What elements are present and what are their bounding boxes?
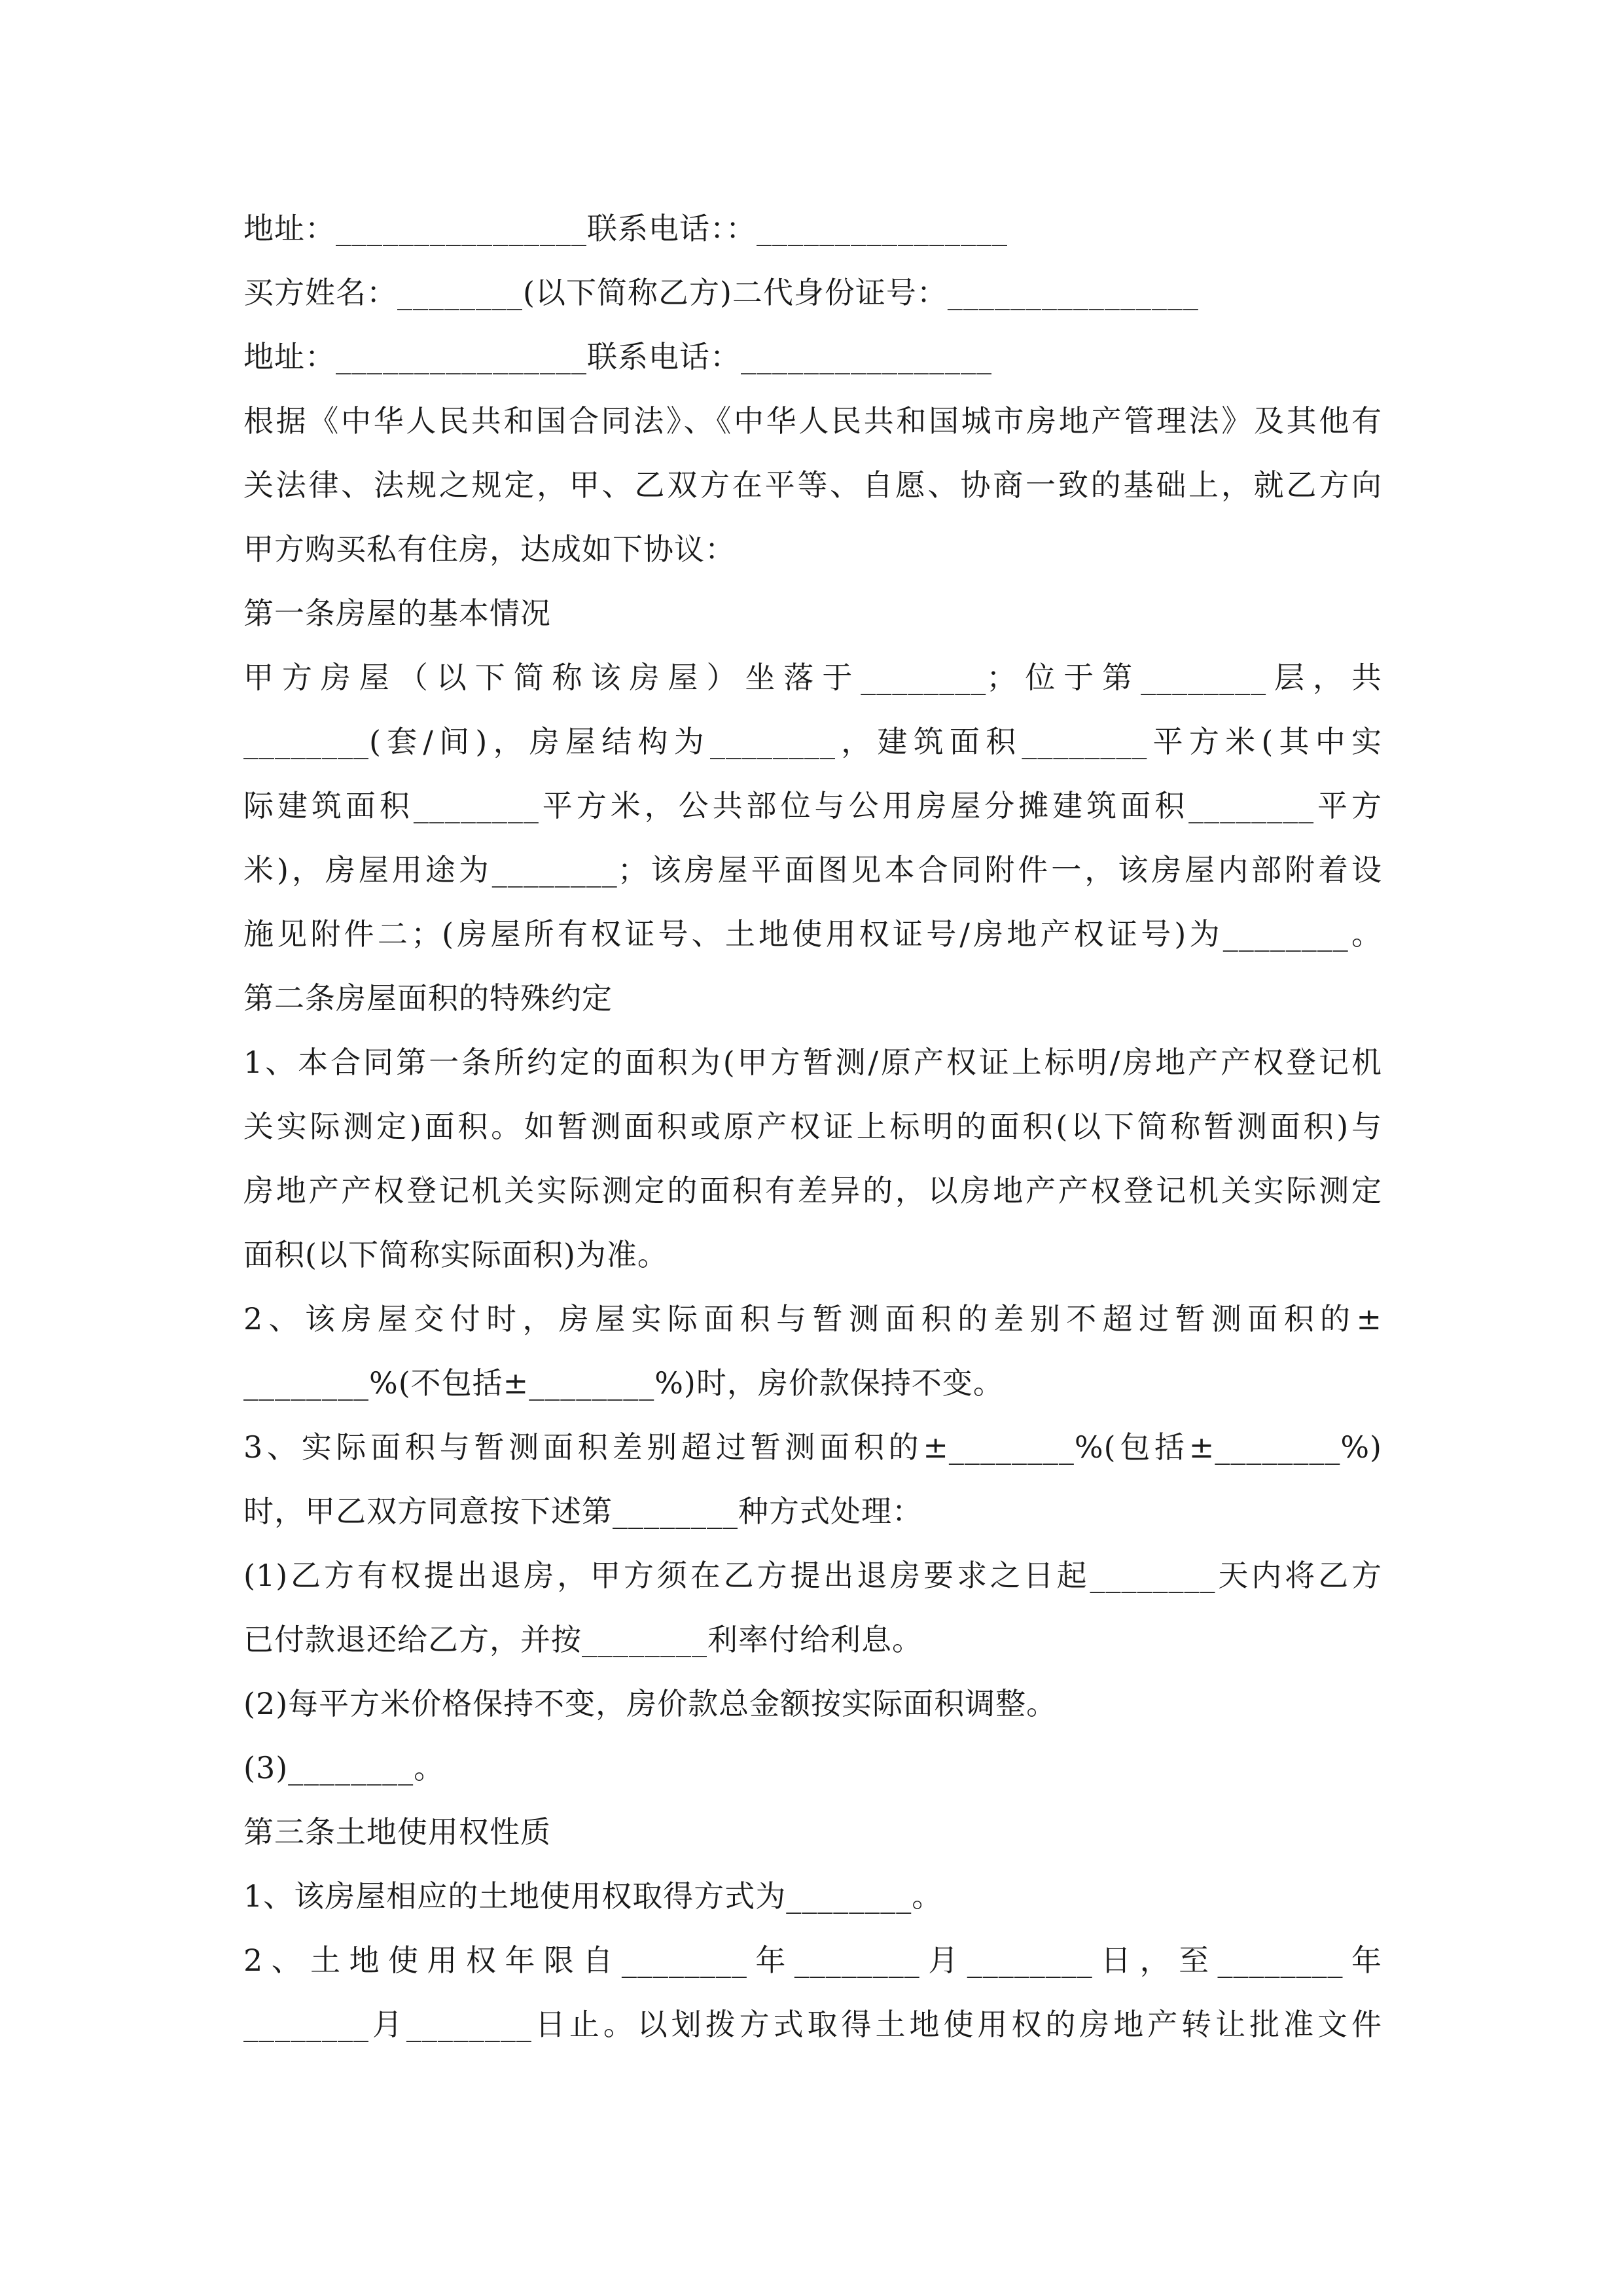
article-2-item-2-line-1: 2、该房屋交付时，房屋实际面积与暂测面积的差别不超过暂测面积的± <box>243 1301 1382 1336</box>
article-3-item-2-line-2: ________月________日止。以划拨方式取得土地使用权的房地产转让批准文件 <box>243 2007 1382 2042</box>
buyer-name-line: 买方姓名：________(以下简称乙方)二代身份证号：________________ <box>243 275 1199 310</box>
article-1-line-2: ________(套/间)，房屋结构为________，建筑面积________平方米(其中实 <box>243 724 1382 759</box>
article-2-option-1-line-2: 已付款退还给乙方，并按________利率付给利息。 <box>243 1622 923 1657</box>
article-2-option-1-line-1: (1)乙方有权提出退房，甲方须在乙方提出退房要求之日起________天内将乙方 <box>243 1558 1382 1593</box>
article-2-item-1-line-2: 关实际测定)面积。如暂测面积或原产权证上标明的面积(以下简称暂测面积)与 <box>243 1109 1382 1144</box>
article-3-item-2-line-1: 2、土地使用权年限自________年________月________日，至________年 <box>243 1943 1382 1978</box>
preamble-line-3: 甲方购买私有住房，达成如下协议： <box>243 531 736 567</box>
contract-page <box>243 196 1382 2056</box>
article-1-line-3: 际建筑面积________平方米，公共部位与公用房屋分摊建筑面积________平方 <box>243 788 1382 823</box>
seller-address-line: 地址：________________联系电话：：________________ <box>243 211 1008 246</box>
article-2-item-1-line-1: 1、本合同第一条所约定的面积为(甲方暂测/原产权证上标明/房地产产权登记机 <box>243 1045 1382 1080</box>
article-2-heading: 第二条房屋面积的特殊约定 <box>243 980 613 1016</box>
article-2-option-2: (2)每平方米价格保持不变，房价款总金额按实际面积调整。 <box>243 1686 1058 1721</box>
article-2-option-3: (3)________。 <box>243 1750 445 1785</box>
article-2-item-1-line-4: 面积(以下简称实际面积)为准。 <box>243 1237 668 1272</box>
article-2-item-1-line-3: 房地产产权登记机关实际测定的面积有差异的，以房地产产权登记机关实际测定 <box>243 1173 1382 1208</box>
buyer-address-line: 地址：________________联系电话：________________ <box>243 339 992 374</box>
article-2-item-3-line-1: 3、实际面积与暂测面积差别超过暂测面积的±________%(包括±________%) <box>243 1429 1382 1465</box>
article-1-line-4: 米)，房屋用途为________；该房屋平面图见本合同附件一，该房屋内部附着设 <box>243 852 1382 888</box>
article-1-line-1: 甲方房屋（以下简称该房屋）坐落于________；位于第________层，共 <box>243 660 1382 695</box>
article-3-heading: 第三条土地使用权性质 <box>243 1814 551 1850</box>
article-3-item-1: 1、该房屋相应的土地使用权取得方式为________。 <box>243 1878 943 1914</box>
preamble-line-1: 根据《中华人民共和国合同法》、《中华人民共和国城市房地产管理法》及其他有 <box>243 403 1382 439</box>
article-2-item-2-line-2: ________%(不包括±________%)时，房价款保持不变。 <box>243 1365 1004 1401</box>
article-1-line-5: 施见附件二；(房屋所有权证号、土地使用权证号/房地产权证号)为________。 <box>243 916 1382 952</box>
preamble-line-2: 关法律、法规之规定，甲、乙双方在平等、自愿、协商一致的基础上，就乙方向 <box>243 467 1382 503</box>
article-1-heading: 第一条房屋的基本情况 <box>243 596 551 631</box>
article-2-item-3-line-2: 时，甲乙双方同意按下述第________种方式处理： <box>243 1494 923 1529</box>
